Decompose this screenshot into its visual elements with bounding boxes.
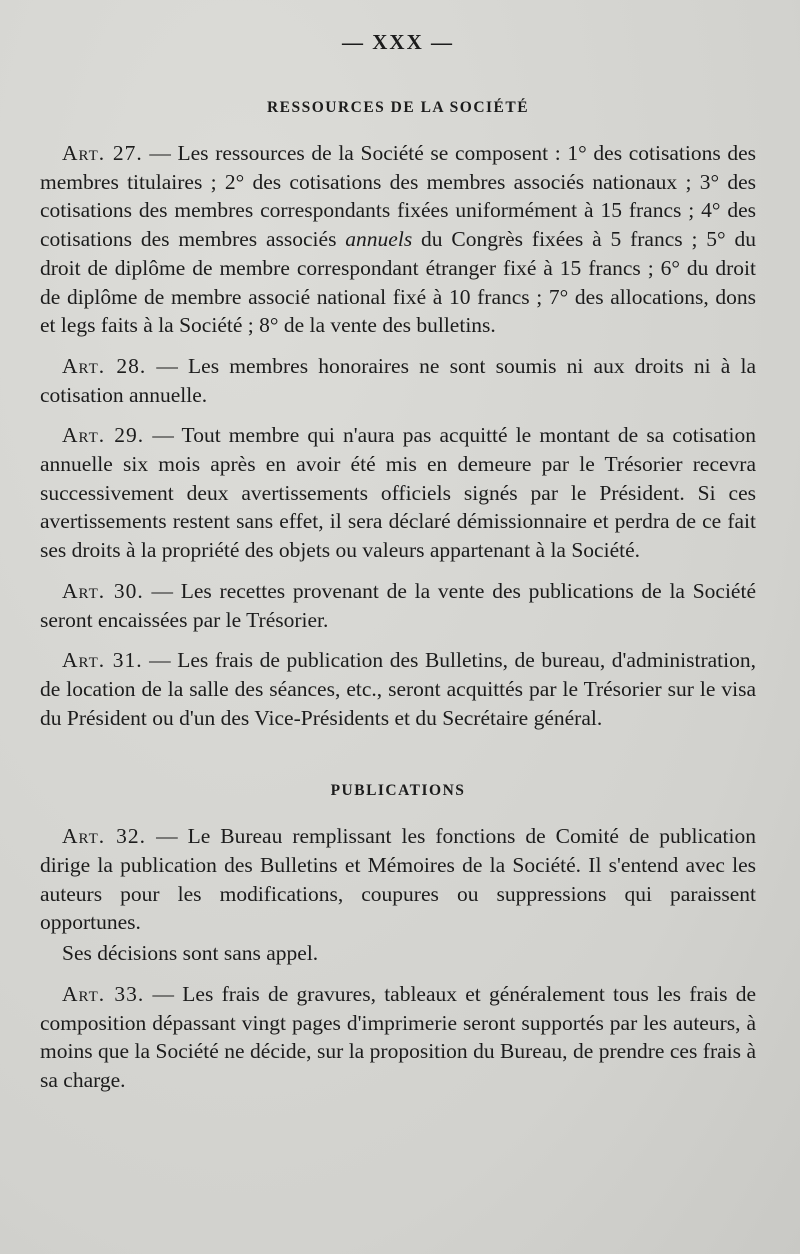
article-33-text: — Les frais de gravures, tableaux et généralement tous les frais de composition dépassant vingt pages d'imprimerie seront supportés par les auteurs, à moins que la Société ne décide, sur la proposition du Bureau, de prendre ces frais à sa charge. bbox=[40, 981, 756, 1092]
article-29-text: — Tout membre qui n'aura pas acquitté le montant de sa cotisation annuelle six mois après en avoir été mis en demeure par le Trésorier recevra successivement deux avertissements officiels signés par le Président. Si ces avertissements restent sans effet, il sera déclaré démissionnaire et perdra de ce fait ses droits à la propriété des objets ou valeurs appartenant à la Société. bbox=[40, 423, 756, 563]
article-31-text: — Les frais de publication des Bulletins, de bureau, d'administration, de location de la salle des séances, etc., seront acquittés par le Trésorier sur le visa du Président ou d'un des Vice-Présidents et du Secrétaire général. bbox=[40, 648, 757, 730]
article-28-label: Art. 28. bbox=[62, 353, 147, 378]
section-title-ressources: RESSOURCES DE LA SOCIÉTÉ bbox=[266, 99, 530, 116]
article-33 bbox=[40, 980, 756, 1095]
article-27-text-after: du Congrès fixées à 5 francs ; 5° du droit de diplôme de membre correspondant étranger fixé à 15 francs ; 6° du droit de diplôme de membre associé national fixé à 10 francs ; 7° des allocations, dons et legs faits à la Société ; 8° de la vente des bulletins. bbox=[40, 227, 756, 338]
article-28 bbox=[40, 352, 756, 409]
article-27-text-before: — Les ressources de la Société se composent : 1° des cotisations des membres titulaires ; 2° des cotisations des membres associés nationaux ; 3° des cotisations des membres correspondants fixées uniformément à 15 francs ; 4° des cotisations des membres associés bbox=[40, 141, 756, 252]
article-31-label: Art. 31. bbox=[62, 648, 143, 673]
article-29-label: Art. 29. bbox=[62, 423, 145, 448]
section-title-publications: PUBLICATIONS bbox=[330, 782, 466, 800]
article-27 bbox=[40, 139, 756, 340]
article-32-text: — Le Bureau remplissant les fonctions de Comité de publication dirige la publication des Bulletins et Mémoires de la Société. Il s'entend avec les auteurs pour les modifications, coupures ou suppressions qui paraissent opportunes. bbox=[40, 824, 757, 935]
article-32 bbox=[40, 822, 756, 937]
article-30-text: — Les recettes provenant de la vente des publications de la Société seront encaissées par le Trésorier. bbox=[40, 578, 756, 632]
article-32-followup: Ses décisions sont sans appel. bbox=[62, 941, 319, 966]
article-30 bbox=[40, 577, 756, 634]
article-27-emphasis: annuels bbox=[345, 227, 413, 252]
article-27-label: Art. 27. bbox=[62, 141, 143, 165]
article-29 bbox=[40, 421, 756, 565]
page-folio: — XXX — bbox=[342, 30, 454, 54]
article-32-label: Art. 32. bbox=[62, 824, 147, 849]
article-31 bbox=[40, 646, 756, 732]
article-28-text: — Les membres honoraires ne sont soumis ni aux droits ni à la cotisation annuelle. bbox=[40, 353, 757, 407]
article-33-label: Art. 33. bbox=[62, 981, 145, 1006]
article-30-label: Art. 30. bbox=[62, 578, 144, 603]
